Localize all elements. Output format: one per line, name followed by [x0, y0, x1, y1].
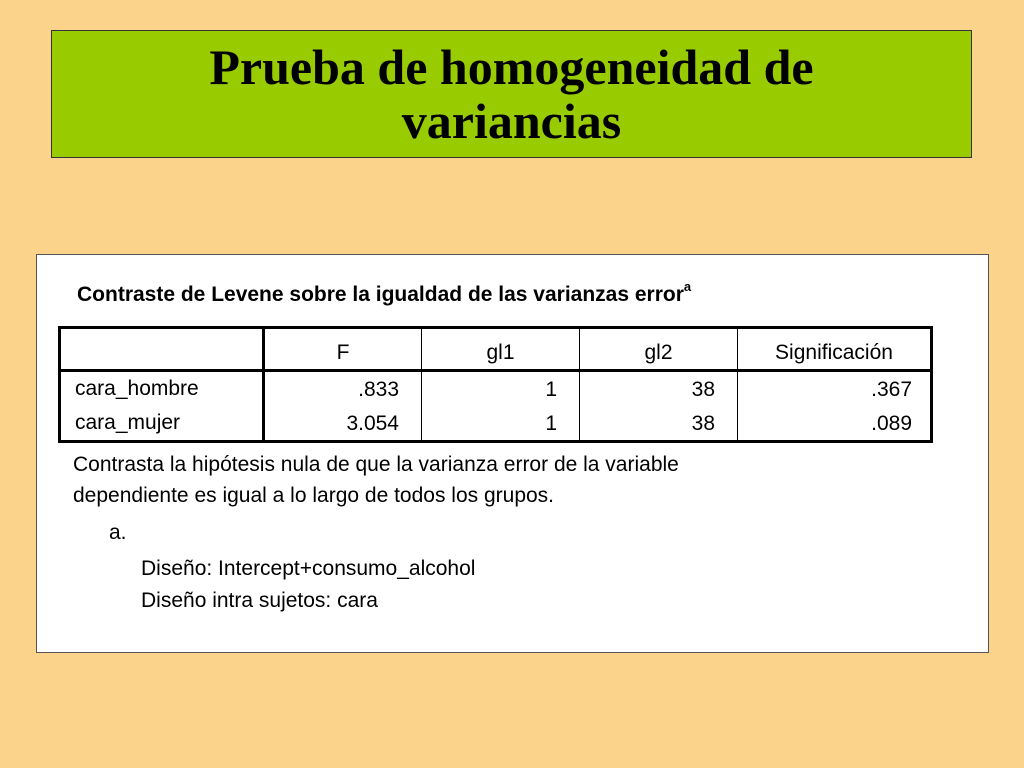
output-panel [36, 254, 989, 653]
cell-gl2: 38 [579, 372, 737, 406]
footnote-within-design: Diseño intra sujetos: cara [141, 589, 378, 612]
cell-gl1: 1 [421, 372, 579, 406]
table-caption-text: Contraste de Levene sobre la igualdad de las varianzas error [77, 283, 684, 306]
cell-f: 3.054 [346, 412, 399, 435]
footnote-line-1: Contrasta la hipótesis nula de que la varianza error de la variable [73, 453, 679, 476]
cell-significacion: .089 [737, 406, 930, 440]
footnote-design: Diseño: Intercept+consumo_alcohol [141, 557, 476, 580]
cell-gl2: 38 [579, 406, 737, 440]
header-blank [61, 329, 265, 369]
footnote-line-2: dependiente es igual a lo largo de todos los grupos. [73, 484, 555, 507]
footnote-marker: a. [109, 521, 127, 544]
table-caption-superscript: a [683, 279, 692, 294]
row-label: cara_mujer [61, 406, 265, 440]
cell-gl1: 1 [421, 406, 579, 440]
cell-f: .833 [358, 378, 399, 401]
table-header-row [61, 329, 930, 372]
header-f: F [336, 341, 350, 364]
header-gl2: gl2 [579, 329, 737, 369]
table-row [61, 372, 930, 406]
header-gl1: gl1 [421, 329, 579, 369]
levene-table [58, 326, 933, 443]
cell-significacion: .367 [737, 372, 930, 406]
title-box [51, 30, 972, 158]
row-label: cara_hombre [61, 372, 265, 406]
slide-title: Prueba de homogeneidad de variancias [209, 39, 814, 149]
table-caption [77, 279, 692, 307]
header-significacion: Significación [737, 329, 930, 369]
table-row [61, 406, 930, 440]
